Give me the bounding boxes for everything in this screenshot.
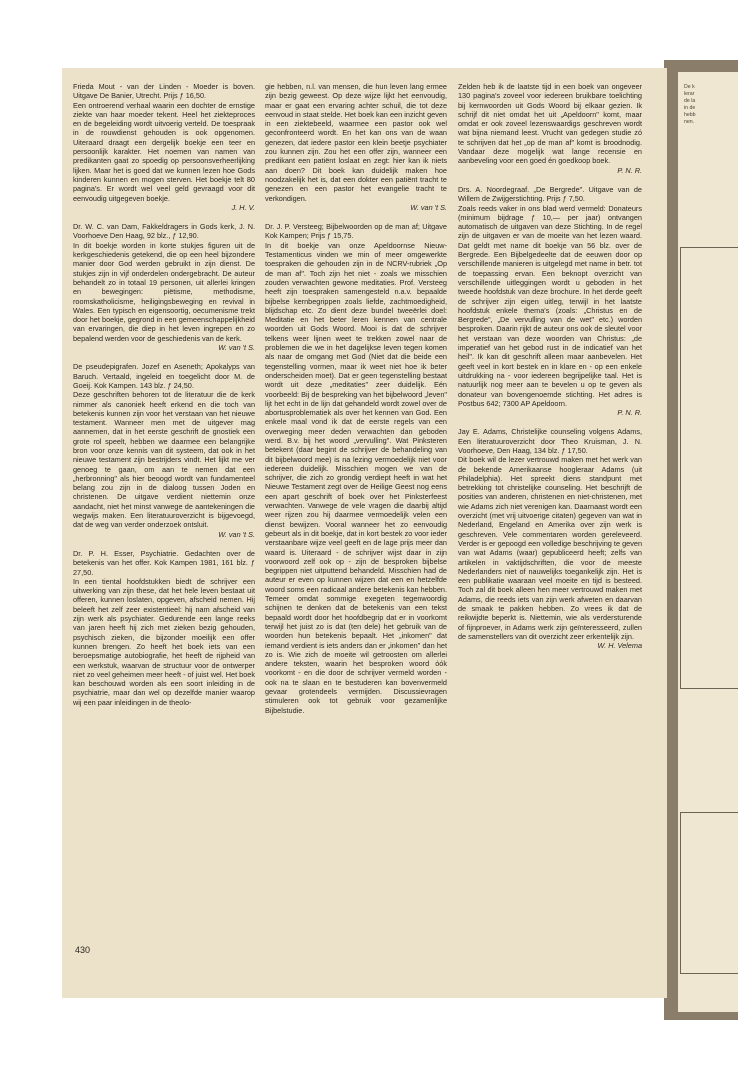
review-body: Zoals reeds vaker in ons blad werd vermeld: Donateurs (minimum bijdrage ƒ 10,— per jaar) ontvangen automatisch de uitgaven van deze Stichting. In de regel zijn de uitgaven er van de moeite van het lezen waard. Dat geldt met name dit boekje van 56 blz. over de Bergrede. Een Bijbelgedeelte dat de eeuwen door op verschillende manieren is uitgelegd met name in betr. tot de toepassing ervan. Een beknopt overzicht van verschillende uitleggingen wordt u geboden in het tweede hoofdstuk van deze brochure. In het derde geeft de schrijver zijn eigen uitleg, terwijl in het laatste hoofdstuk enkele thema's (zoals: „Christus en de Bergrede", „De vervulling van de wet" etc.) worden besproken. Daarin rijkt de auteur ons ook de sleutel voor het verstaan van deze woorden van Christus: „de imperatief van het gebod rust in de indicatief van het heil". Ik kan dit geschrift alleen maar aanbevelen. Het geeft veel in kort bestek en in klare en - op een enkele uitdrukking na - voor iedereen begrijpelijke taal. Het is natuurlijk nog meer aan te bevelen u op te geven als donateur van bovengenoemde stichting. Het adres is Postbus 642; 7300 AP Apeldoorn. [458,203,642,408]
column-1 [73,82,255,717]
review-entry [265,82,447,212]
adjacent-box [680,247,738,689]
review-header: Frieda Mout - van der Linden - Moeder is boven. Uitgave De Banier, Utrecht. Prijs ƒ 16,50. [73,82,255,101]
adjacent-text-line: lerar [684,91,695,97]
adjacent-text-line: De k [684,84,695,90]
review-body: In een tiental hoofdstukken biedt de schrijver een uitwerking van zijn these, dat het hele leven bestaat uit offeren, kunnen loslaten, opgeven, afscheid nemen. Hij beleeft het zelf zeer existentieel: hij nam afscheid van zijn werk als psychiater. Gedurende een lange reeks van jaren heeft hij zich met zieken bezig gehouden, psychisch zieken, die bijzonder moeilijk een offer kunnen brengen. Zo heeft het boek iets van een beroepsmatige autobiografie, het heeft de rijpheid van een werkstuk, waarvan de structuur voor de ontwerper niet zo veel geheimen meer heeft - of juist wel. Het boek kan beschouwd worden als een soort inleiding in de psychiatrie, maar dan wel op dezelfde manier waarop wij een paar inleidingen in de theolo- [73,576,255,707]
review-header: Dr. J. P. Versteeg; Bijbelwoorden op de man af; Uitgave Kok Kampen; Prijs ƒ 15,75. [265,222,447,241]
adjacent-text-line: in de [684,105,696,111]
review-entry [73,82,255,212]
adjacent-text-line: hebb [684,112,696,118]
review-signature: W. H. Velema [597,641,642,651]
review-signature: W. van 't S. [218,529,255,539]
review-entry [73,549,255,707]
review-header: Drs. A. Noordegraaf. „De Bergrede". Uitgave van de Willem de Zwijgerstichting. Prijs ƒ 7,50. [458,184,642,204]
review-header: Dr. W. C. van Dam, Fakkeldragers in Gods kerk, J. N. Voorhoeve Den Haag, 92 blz., ƒ 12,90. [73,222,255,241]
review-body: gie hebben, n.l. van mensen, die hun leven lang ermee zijn bezig geweest. Op deze wijze lijkt het eenvoudig, maar er gaat een ervaring achter schuil, die tot deze eenvoud in staat stelde. Het boek kan een inzicht geven in een ziektebeeld, waarmee een pastor ook wel geconfronteerd wordt. En het kan ons van de waan genezen, dat iedere pastor een klein beetje psychiater zou kunnen zijn. Zou het een offer zijn, wanneer een predikant een patiënt loslaat en zegt: hier kan ik niets aan doen? Dit boek kan duidelijk maken hoe noodzakelijk het is, dat een dokter een patiënt tracht te genezen en een pastor het evangelie tracht te verkondigen. [265,82,447,203]
review-entry [265,222,447,715]
review-body: In dit boekje worden in korte stukjes figuren uit de kerkgeschiedenis getekend, die op een heel bijzondere manier door God werden gebruikt in zijn dienst. De stukjes zijn in vijf onderdelen ondergebracht. De auteur behandelt zo in totaal 19 personen, uit allerlei kringen en bewegingen: piëtisme, methodisme, roomskatholicisme, heiligingsbeweging en revival in Wales. Een typisch en eigensoortig, oecumenisme trekt door het boekje, gegrond in een gemeenschappelijkheid van ervaringen, die diep in het leven ingrepen en zo bepalend werden voor de geschiedenis van de kerk. [73,240,255,343]
review-signature: P. N. R. [617,165,642,175]
adjacent-page-fragment [678,72,738,1012]
column-3 [458,82,642,661]
review-entry [73,362,255,539]
review-header: Dr. P. H. Esser, Psychiatrie. Gedachten over de betekenis van het offer. Kok Kampen 1981, 161 blz. ƒ 27,50. [73,548,255,577]
review-body: Deze geschriften behoren tot de literatuur die de kerk nimmer als canoniek heeft erkend en die toch van betekenis kunnen zijn voor het verstaan van het nieuwe testament. Wanneer men met de uitgever mag aannemen, dat in het eerste geschrift de gnostiek een grote rol speelt, hebben we daarmee een belangrijke bron voor onze kennis van dit systeem, dat ook in het nieuwe testament zijn bestrijders vindt. Het lijkt me ver genoeg te gaan, om aan te nemen dat een „herbronning" als hier beoogd wordt van fundamenteel belang zou zijn in de dialoog tussen Joden en christenen. De uitgave verdient niettemin onze aandacht, niet het minst vanwege de aantekeningen die wegwijs maken. Een literatuuroverzicht is bijgevoegd, dat de weg van verder onderzoek ontsluit. [73,390,255,530]
review-body: In dit boekje van onze Apeldoornse Nieuw-Testamenticus vinden we min of meer omgewerkte toespraken die gehouden zijn in de NCRV-rubriek „Op de man af". Toch zijn het niet - zoals we misschien zouden verwachten gewone meditaties. Prof. Versteeg heeft zijn toespraken samengesteld n.a.v. bepaalde bijbelse kernbegrippen zoals liefde, zachtmoedigheid, blijdschap etc. Zo dient deze bundel tweeërlei doel: Meditatie en het beter leren kennen van centrale woorden uit Gods Woord. Mooi is dat de schrijver telkens weer lijnen weet te trekken zowel naar de problemen die we in het dagelijkse leven tegen komen als naar de omgang met God (Niet dat die beide een tegenstelling vormen, maar ik weet niet hoe ik beter onderscheiden moet). Dat er geen tegenstelling bestaat wordt uit deze „meditaties" zeer duidelijk. Eén voorbeeld: Bij de bespreking van het bijbelwoord „leven" lijt het echt in de lijn dat gehandeld wordt zowel over de abortusproblematiek als over het kennen van God. Een enkele maal vond ik dat de eerste regels van een overweging meer deden verwachten dan geboden werd. B.v. bij het woord „vervulling". Wat Pinksteren betekent (daar begint de schrijver de behandeling van dit bijbelwoord mee) is na lezing vermoedelijk niet voor iedereen duidelijk. Misschien mogen we van de schrijver, die zich zo grondig verdiept heeft in wat het Nieuwe Testament zegt over de Heilige Geest nog eens een apart geschrift of boek over het Pinksterfeest verwachten. Vanwege de vele vragen die daarbij altijd weer rijzen zou hij daarmee vermoedelijk velen een dienst bewijzen. Vooral wanneer het zo eenvoudig gebeurt als in dit boekje, dat in kort bestek zo voor ieder verstaanbare wijze veel geeft en de lage prijs meer dan waard is. Uiteraard - de schrijver wijst daar in zijn voorwoord zelf ook op - zijn de besproken bijbelse begrippen niet uitputtend behandeld. Misschien had de auteur er even op kunnen wijzen dat een en hetzelfde woord soms een radicaal andere betekenis kan hebben. Temeer omdat sommige exegeten tegenwoordig schijnen te denken dat de betekenis van een tekst bepaald wordt door het hoofdbegrip dat er in voorkomt terwijl het juist zo is dat (ten dele) het gebruik van de woorden hun betekenis bepaalt. Het „inkomen" dat iemand verdient is iets anders dan er „inkomen" dan het zo is. Wie zich de moeite wil getroosten om allerlei andere teksten, waarin het besproken woord óók voorkomt - en die door de schrijver vermeld worden - ook na te slaan en te bestuderen kan bovenvermeld gevaar grotendeels vermijden. Discussievragen stimuleren ook tot gebruik voor gezamenlijke Bijbelstudie. [265,240,447,715]
review-entry [458,82,642,175]
review-entry [458,427,642,650]
review-entry [458,185,642,417]
review-signature: J. H. V. [231,202,255,212]
review-body: Een ontroerend verhaal waarin een dochter de ernstige ziekte van haar moeder tekent. Heel het ziekteproces en de begeleiding wordt uitvoerig verteld. De toespraak in de rouwdienst gehouden is ook opgenomen. Uiteraard draagt een dergelijk boekje een teer en persoonlijk karakter. Het noemen van namen van predikanten gaat zo spoedig op persoonsverheerlijking lijken. Maar het is goed dat we kunnen lezen hoe Gods kinderen kunnen en mogen sterven. Het boekje telt 80 pagina's. Er wordt wel veel geld gevraagd voor dit eenvoudig uitgegeven boekje. [73,100,255,203]
review-body: Dit boek wil de lezer vertrouwd maken met het werk van de bekende Amerikaanse hoogleraar Adams (uit Philadelphia). Het spreekt diens standpunt met betrekking tot christelijke counseling. Het beschrijft de posities van anderen, christenen en niet-christenen, met wie Adams zich niet verenigen kan. Daarnaast wordt een overzicht (met vrij uitvoerige citaten) gegeven van wat in Nederland, Engeland en Amerika over zijn werk is geschreven. Vele commentaren worden gereleveerd. Verder is er gepoogd een volledige beschrijving te geven van wat Adams (waar) gepubliceerd heeft; zelfs van artikelen in vaktijdschriften, die voor de meeste Nederlanders niet of nauwelijks toegankelijk zijn. Het is een publikatie waaraan veel moeite en tijd is besteed. Toch zal dit boek alleen hen meer vertrouwd maken met Adams, die reeds iets van zijn werk afweten en daarvan de smaak te pakken hebben. Zo vrees ik dat de reikwijdte beperkt is. Niettemin, wie als verdersturende of fijnproever, in Adams werk zijn geïnteresseerd, zullen de samenstellers van dit overzicht zeer erkentelijk zijn. [458,455,642,641]
review-header: Jay E. Adams, Christelijke counseling volgens Adams, Een literatuuroverzicht door Theo Kruisman, J. N. Voorhoeve, Den Haag, 134 blz. ƒ 17,50. [458,427,642,455]
review-header: De pseudepigrafen. Jozef en Aseneth; Apokalyps van Baruch. Vertaald, ingeleid en toegelicht door M. de Goeij. Kok Kampen. 143 blz. ƒ 24,50. [73,362,255,390]
review-signature: P. N. R. [617,408,642,418]
adjacent-text-line: nen. [684,119,695,125]
review-body: Zelden heb ik de laatste tijd in een boek van ongeveer 130 pagina's zoveel voor iedereen bruikbare toelichting bij kernwoorden uit Gods Woord bij elkaar gezien. Ik schrijf dit niet omdat het uit „Apeldoorn" komt, maar omdat er ook zoveel lezenswaardigs geschreven wordt wat bijna niemand leest. Vrucht van gedegen studie zó te schrijven dat het „op de man af" komt is broodnodig. Vandaar deze mogelijk wat lange recensie en aanbeveling voor een goed én goedkoop boek. [458,82,642,166]
adjacent-box [680,812,738,974]
review-signature: W. van 't S. [218,343,255,353]
column-2 [265,82,447,725]
page-number: 430 [75,945,91,955]
review-entry [73,222,255,352]
adjacent-text-line: de la [684,98,696,104]
review-signature: W. van 't S. [410,202,447,212]
